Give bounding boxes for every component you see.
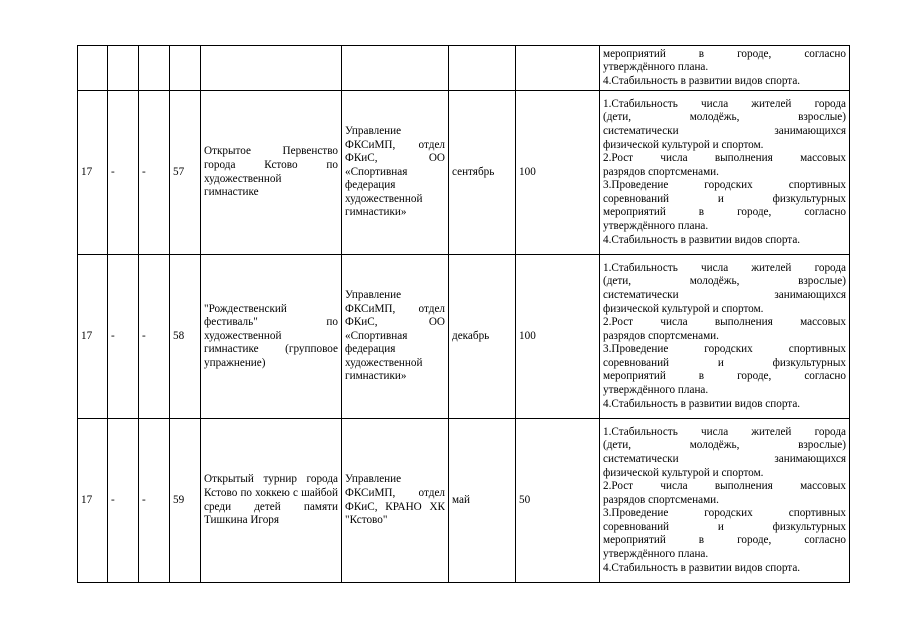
cell-event-name: "Рождественский фестиваль" по художественной гимнастике (групповое упражнение)	[201, 255, 342, 419]
results-line: 2.Рост числа выполнения массовых	[603, 480, 846, 493]
cell-event-name: Открытый турнир города Кстово по хоккею с шайбой среди детей памяти Тишкина Игоря	[201, 419, 342, 583]
cell-dash: -	[108, 91, 139, 255]
cell-month: май	[449, 419, 516, 583]
results-line: систематически занимающихся	[603, 452, 846, 465]
results-line: 4.Стабильность в развитии видов спорта.	[603, 74, 801, 87]
results-cell	[600, 419, 850, 583]
results-line: соревнований и физкультурных	[603, 520, 846, 533]
results-line: утверждённого плана.	[603, 61, 709, 74]
results-line: 4.Стабильность в развитии видов спорта.	[603, 397, 801, 410]
results-cell	[600, 46, 850, 91]
results-line: мероприятий в городе, согласно	[603, 47, 846, 60]
results-line: мероприятий в городе, согласно	[603, 206, 846, 219]
results-line: разрядов спортсменами.	[603, 493, 719, 506]
cell-section-number: 17	[78, 91, 108, 255]
events-table	[77, 45, 850, 583]
results-cell	[600, 91, 850, 255]
results-line: мероприятий в городе, согласно	[603, 534, 846, 547]
cell-empty	[342, 46, 449, 91]
results-line: утверждённого плана.	[603, 220, 709, 233]
table-row	[78, 91, 850, 255]
cell-dash: -	[139, 255, 170, 419]
results-line: мероприятий в городе, согласно	[603, 370, 846, 383]
results-line: утверждённого плана.	[603, 384, 709, 397]
results-line: 2.Рост числа выполнения массовых	[603, 316, 846, 329]
results-line: (дети, молодёжь, взрослые)	[603, 111, 846, 124]
results-line: 1.Стабильность числа жителей города	[603, 425, 846, 438]
results-line: 3.Проведение городских спортивных	[603, 179, 846, 192]
cell-dash: -	[108, 255, 139, 419]
cell-section-number: 17	[78, 255, 108, 419]
results-line: физической культурой и спортом.	[603, 138, 764, 151]
cell-organizer: Управление ФКСиМП, отдел ФКиС, ОО «Спортивная федерация художественной гимнастики»	[342, 255, 449, 419]
results-line: систематически занимающихся	[603, 288, 846, 301]
results-line: 2.Рост числа выполнения массовых	[603, 152, 846, 165]
cell-event-number: 58	[170, 255, 201, 419]
results-line: 4.Стабильность в развитии видов спорта.	[603, 233, 801, 246]
results-line: (дети, молодёжь, взрослые)	[603, 275, 846, 288]
cell-participants: 100	[516, 91, 600, 255]
results-line: соревнований и физкультурных	[603, 356, 846, 369]
cell-participants: 100	[516, 255, 600, 419]
results-line: соревнований и физкультурных	[603, 192, 846, 205]
results-line: 4.Стабильность в развитии видов спорта.	[603, 561, 801, 574]
cell-month: сентябрь	[449, 91, 516, 255]
cell-event-name: Открытое Первенство города Кстово по художественной гимнастике	[201, 91, 342, 255]
table-row-continuation	[78, 46, 850, 91]
cell-empty	[201, 46, 342, 91]
results-line: 1.Стабильность числа жителей города	[603, 261, 846, 274]
results-line: (дети, молодёжь, взрослые)	[603, 439, 846, 452]
results-cell	[600, 255, 850, 419]
cell-organizer: Управление ФКСиМП, отдел ФКиС, КРАНО ХК "Кстово"	[342, 419, 449, 583]
table-row	[78, 255, 850, 419]
results-line: физической культурой и спортом.	[603, 466, 764, 479]
results-line: систематически занимающихся	[603, 124, 846, 137]
cell-participants: 50	[516, 419, 600, 583]
cell-event-number: 57	[170, 91, 201, 255]
cell-section-number: 17	[78, 419, 108, 583]
cell-dash: -	[139, 91, 170, 255]
results-line: 3.Проведение городских спортивных	[603, 507, 846, 520]
cell-empty	[449, 46, 516, 91]
cell-empty	[516, 46, 600, 91]
cell-dash: -	[139, 419, 170, 583]
cell-organizer: Управление ФКСиМП, отдел ФКиС, ОО «Спортивная федерация художественной гимнастики»	[342, 91, 449, 255]
cell-empty	[170, 46, 201, 91]
results-line: разрядов спортсменами.	[603, 329, 719, 342]
cell-dash: -	[108, 419, 139, 583]
results-line: физической культурой и спортом.	[603, 302, 764, 315]
cell-empty	[108, 46, 139, 91]
cell-event-number: 59	[170, 419, 201, 583]
cell-month: декабрь	[449, 255, 516, 419]
cell-empty	[139, 46, 170, 91]
results-line: 1.Стабильность числа жителей города	[603, 97, 846, 110]
results-line: разрядов спортсменами.	[603, 165, 719, 178]
cell-empty	[78, 46, 108, 91]
results-line: 3.Проведение городских спортивных	[603, 343, 846, 356]
results-line: утверждённого плана.	[603, 548, 709, 561]
table-row	[78, 419, 850, 583]
